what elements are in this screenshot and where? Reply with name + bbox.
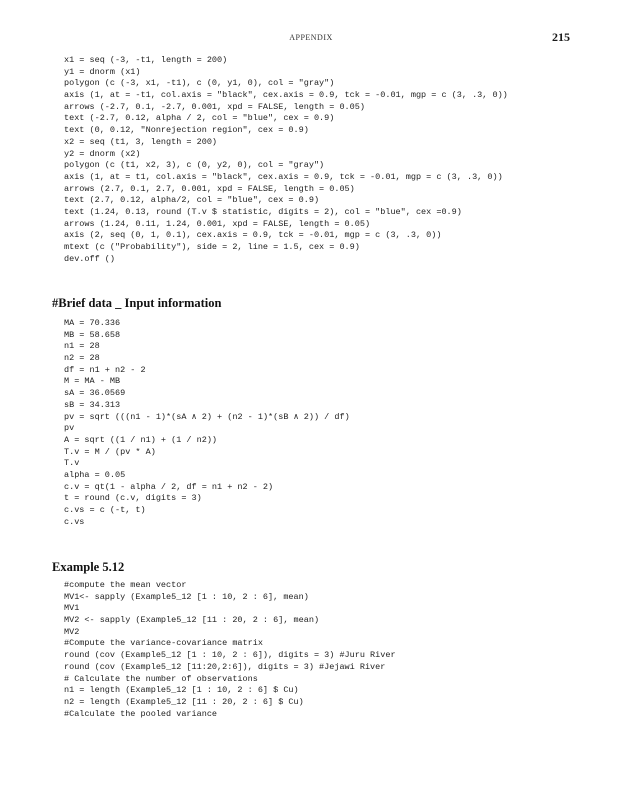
code-line: round (cov (Example5_12 [11:20,2:6]), digits = 3) #Jejawi River	[64, 661, 386, 672]
code-line: #compute the mean vector	[64, 580, 187, 590]
code-line: df = n1 + n2 - 2	[64, 364, 146, 375]
code-line: axis (1, at = t1, col.axis = "black", cex.axis = 0.9, tck = -0.01, mgp = c (3, .3, 0))	[64, 171, 503, 182]
code-line: axis (2, seq (0, 1, 0.1), cex.axis = 0.9, tck = -0.01, mgp = c (3, .3, 0))	[64, 230, 442, 241]
running-head: APPENDIX	[289, 33, 333, 42]
code-line: MB = 58.658	[64, 329, 121, 340]
code-line: x1 = seq (-3, -t1, length = 200)	[64, 55, 228, 65]
code-line: A = sqrt ((1 / n1) + (1 / n2))	[64, 434, 218, 445]
code-line: y1 = dnorm (x1)	[64, 66, 141, 77]
section-heading-example: Example 5.12	[52, 560, 125, 574]
code-line: # Calculate the number of observations	[64, 673, 258, 684]
code-line: T.v	[64, 458, 80, 469]
code-line: c.vs	[64, 516, 85, 527]
code-line: text (2.7, 0.12, alpha/2, col = "blue", cex = 0.9)	[64, 195, 320, 206]
code-line: pv	[64, 423, 75, 434]
code-line: text (0, 0.12, "Nonrejection region", cex = 0.9)	[64, 125, 309, 136]
code-line: n1 = 28	[64, 341, 100, 352]
code-line: M = MA - MB	[64, 376, 121, 387]
page-header	[52, 30, 570, 46]
code-line: arrows (2.7, 0.1, 2.7, 0.001, xpd = FALSE, length = 0.05)	[64, 183, 355, 194]
code-line: pv = sqrt (((n1 - 1)*(sA ∧ 2) + (n2 - 1)*(sB ∧ 2)) / df)	[64, 411, 350, 422]
page-number: 215	[552, 30, 570, 44]
code-line: #Compute the variance-covariance matrix	[64, 638, 263, 649]
code-line: x2 = seq (t1, 3, length = 200)	[64, 136, 218, 147]
code-line: c.vs = c (-t, t)	[64, 505, 146, 515]
code-line: t = round (c.v, digits = 3)	[64, 493, 202, 504]
code-line: n1 = length (Example5_12 [1 : 10, 2 : 6] $ Cu)	[64, 685, 299, 696]
section-heading-brief-data: #Brief data _ Input information	[52, 296, 222, 310]
code-line: MV1	[64, 603, 80, 614]
code-line: MA = 70.336	[64, 318, 121, 328]
code-line: c.v = qt(1 - alpha / 2, df = n1 + n2 - 2)	[64, 481, 274, 492]
code-line: arrows (-2.7, 0.1, -2.7, 0.001, xpd = FALSE, length = 0.05)	[64, 101, 365, 112]
code-line: text (-2.7, 0.12, alpha / 2, col = "blue", cex = 0.9)	[64, 113, 335, 124]
code-line: alpha = 0.05	[64, 469, 126, 480]
code-line: n2 = 28	[64, 353, 100, 364]
code-line: axis (1, at = -t1, col.axis = "black", cex.axis = 0.9, tck = -0.01, mgp = c (3, .3, 0))	[64, 90, 508, 101]
code-block-brief-data	[64, 318, 350, 528]
code-line: n2 = length (Example5_12 [11 : 20, 2 : 6] $ Cu)	[64, 696, 304, 707]
code-line: #Calculate the pooled variance	[64, 708, 218, 719]
code-line: arrows (1.24, 0.11, 1.24, 0.001, xpd = FALSE, length = 0.05)	[64, 218, 371, 229]
code-line: y2 = dnorm (x2)	[64, 148, 141, 159]
code-line: T.v = M / (pv * A)	[64, 446, 156, 457]
code-line: text (1.24, 0.13, round (T.v $ statistic, digits = 2), col = "blue", cex =0.9)	[64, 206, 462, 217]
code-line: dev.off ()	[64, 253, 116, 264]
code-line: sA = 36.0569	[64, 388, 126, 399]
code-line: polygon (c (t1, x2, 3), c (0, y2, 0), col = "gray")	[64, 160, 325, 171]
code-block-plot	[64, 55, 508, 265]
code-line: round (cov (Example5_12 [1 : 10, 2 : 6]), digits = 3) #Juru River	[64, 650, 396, 661]
code-line: MV1<- sapply (Example5_12 [1 : 10, 2 : 6], mean)	[64, 591, 309, 602]
code-line: sB = 34.313	[64, 399, 121, 410]
code-block-example	[64, 580, 396, 720]
code-line: MV2	[64, 626, 80, 637]
code-line: mtext (c ("Probability"), side = 2, line = 1.5, cex = 0.9)	[64, 242, 360, 252]
code-line: polygon (c (-3, x1, -t1), c (0, y1, 0), col = "gray")	[64, 78, 335, 89]
code-line: MV2 <- sapply (Example5_12 [11 : 20, 2 : 6], mean)	[64, 615, 320, 626]
